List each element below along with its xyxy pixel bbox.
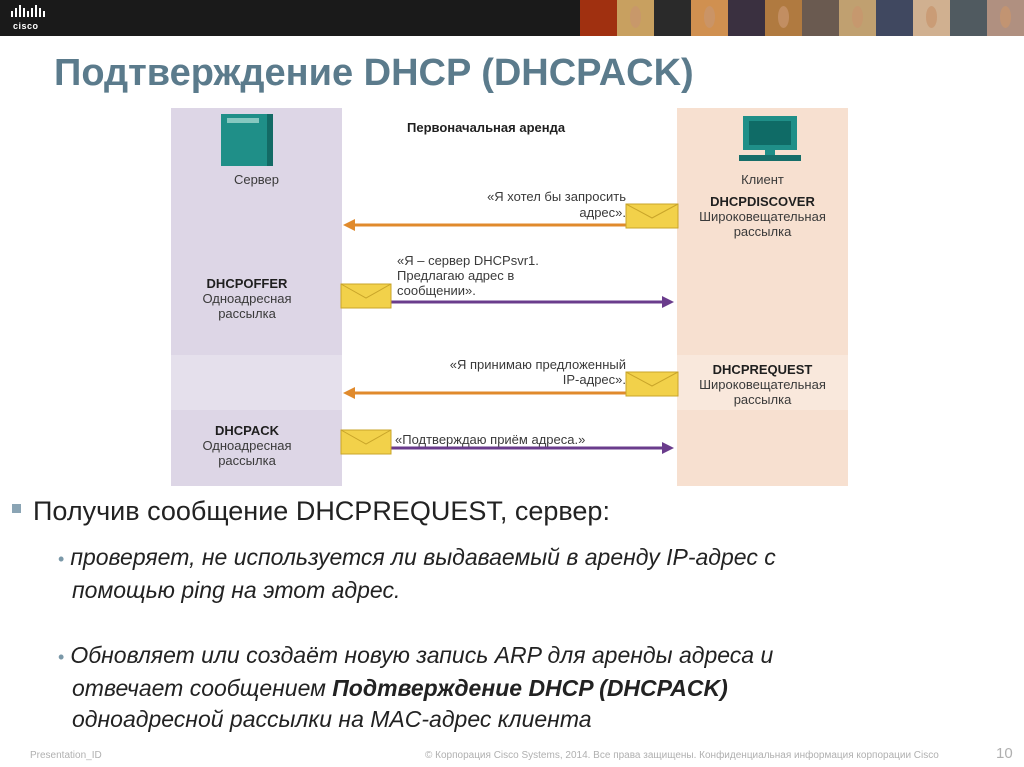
server-offer-sub1: Одноадресная [202, 291, 292, 306]
client-column [677, 108, 848, 486]
client-discover-label: DHCPDISCOVER [710, 194, 815, 209]
page-number: 10 [996, 745, 1013, 762]
envelope-icon [626, 372, 678, 396]
server-icon [221, 114, 273, 166]
header-photo-strip [580, 0, 1024, 36]
client-discover-sub1: Широковещательная [699, 209, 826, 224]
client-discover-sub2: рассылка [733, 224, 792, 239]
envelope-icon [626, 204, 678, 228]
msg-request-line2: IP-адрес». [562, 372, 626, 387]
cisco-logo [10, 4, 60, 32]
envelope-icon [341, 284, 391, 308]
footer-copyright: © Корпорация Cisco Systems, 2014. Все права защищены. Конфиденциальная информация корпорации Cisco [425, 750, 939, 761]
header-photo [987, 0, 1024, 36]
server-label: Сервер [233, 172, 280, 187]
header-photo [839, 0, 876, 36]
dhcp-diagram [171, 108, 848, 486]
client-request-sub2: рассылка [733, 392, 792, 407]
msg-offer-line2: Предлагаю адрес в [397, 268, 515, 283]
header-photo [691, 0, 728, 36]
header-photo [765, 0, 802, 36]
bullet-dot-icon: • [58, 647, 65, 667]
header-photo [654, 0, 691, 36]
client-request-sub1: Широковещательная [699, 377, 826, 392]
footer-presentation-id: Presentation_ID [30, 750, 102, 761]
msg-request-line1: «Я принимаю предложенный [449, 357, 626, 372]
main-bullet [12, 496, 610, 527]
sub-bullet-arp-line3: одноадресной рассылки на MAC-адрес клиента [72, 706, 592, 732]
sub-bullet-ping [58, 542, 998, 606]
header-photo [617, 0, 654, 36]
header-photo [913, 0, 950, 36]
sub-bullet-arp-line2-bold: Подтверждение DHCP (DHCPACK) [332, 675, 728, 701]
sub-bullet-arp [58, 640, 998, 735]
client-label: Клиент [741, 172, 784, 187]
server-offer-label: DHCPOFFER [206, 276, 288, 291]
header-photo [580, 0, 617, 36]
client-request-label: DHCPREQUEST [712, 362, 813, 377]
bullet-square-icon [12, 504, 21, 513]
header-photo [876, 0, 913, 36]
server-offer-sub2: рассылка [218, 306, 276, 321]
header-bar [0, 0, 1024, 36]
arrow-discover [343, 219, 626, 231]
msg-offer-line3: сообщении». [397, 283, 476, 298]
header-photo [802, 0, 839, 36]
msg-discover-line1: «Я хотел бы запросить [487, 189, 626, 204]
cisco-logo-text: cisco [13, 21, 39, 31]
header-photo [950, 0, 987, 36]
msg-ack: «Подтверждаю приём адреса.» [395, 432, 586, 447]
sub-bullet-arp-line1: Обновляет или создаёт новую запись ARP для аренды адреса и [70, 642, 774, 668]
header-photo [728, 0, 765, 36]
bullet-dot-icon: • [58, 549, 65, 569]
sub-bullet-ping-line1: проверяет, не используется ли выдаваемый в аренду IP-адрес с [70, 544, 776, 570]
msg-offer-line1: «Я – сервер DHCPsvr1. [397, 253, 539, 268]
sub-bullet-arp-line2-pre: отвечает сообщением [72, 675, 333, 701]
diagram-heading: Первоначальная аренда [407, 120, 566, 135]
slide-title: Подтверждение DHCP (DHCPACK) [54, 52, 694, 94]
main-bullet-text: Получив сообщение DHCPREQUEST, сервер: [33, 496, 610, 526]
server-ack-sub1: Одноадресная [202, 438, 292, 453]
msg-discover-line2: адрес». [579, 205, 626, 220]
server-ack-label: DHCPACK [214, 423, 280, 438]
sub-bullet-ping-line2: помощью ping на этот адрес. [72, 577, 401, 603]
envelope-icon [341, 430, 391, 454]
server-ack-sub2: рассылка [218, 453, 276, 468]
